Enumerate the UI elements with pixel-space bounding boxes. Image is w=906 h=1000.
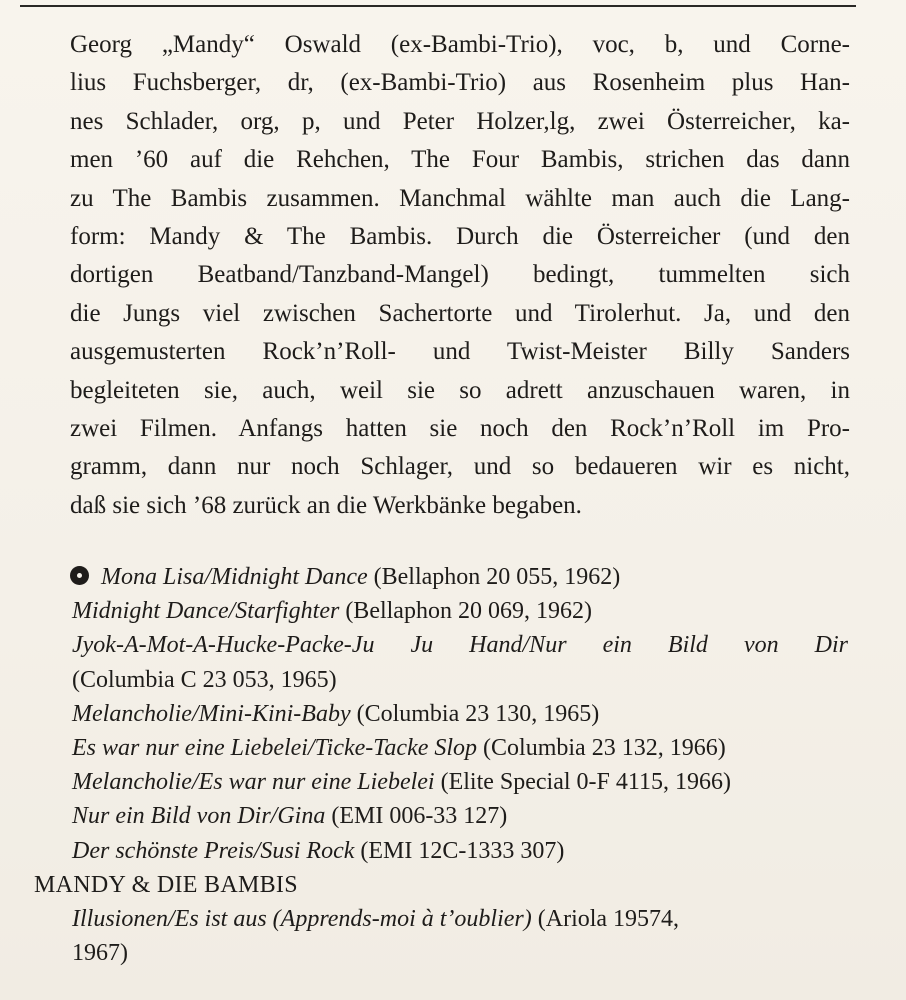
discography-entry (0, 594, 906, 628)
discography-entry (0, 697, 906, 731)
record-label-info: (Columbia 23 130, 1965) (356, 700, 600, 727)
discography-entry (0, 628, 906, 696)
biography-line: daß sie sich ’68 zurück an die Werkbänke begaben. (70, 491, 582, 519)
biography-line: nes Schlader, org, p, und Peter Holzer,lg, zwei Österreicher, ka- (70, 107, 850, 135)
biography-line: men ’60 auf die Rehchen, The Four Bambis, strichen das dann (70, 146, 850, 174)
biography-line: form: Mandy & The Bambis. Durch die Österreicher (und den (70, 223, 850, 251)
biography-line: dortigen Beatband/Tanzband-Mangel) bedingt, tummelten sich (70, 261, 850, 289)
record-label-info: (Bellaphon 20 069, 1962) (345, 598, 592, 625)
discography-entry (0, 902, 906, 970)
record-label-info: (Columbia 23 132, 1966) (483, 735, 726, 762)
discography-entry (0, 731, 906, 765)
record-label-info: (Columbia C 23 053, 1965) (72, 666, 337, 693)
biography-line: lius Fuchsberger, dr, (ex-Bambi-Trio) aus Rosenheim plus Han- (70, 69, 850, 97)
record-title: Illusionen/Es ist aus (Apprends-moi à t’oublier) (72, 906, 532, 933)
biography-line: zu The Bambis zusammen. Manchmal wählte man auch die Lang- (70, 184, 850, 212)
biography-line: die Jungs viel zwischen Sachertorte und Tirolerhut. Ja, und den (70, 299, 850, 327)
record-title: Es war nur eine Liebelei/Ticke-Tacke Slop (72, 735, 478, 762)
record-title: Midnight Dance/Starfighter (72, 598, 340, 625)
band-biography-paragraph (70, 26, 850, 525)
discography-entry (0, 560, 906, 594)
record-label-info: (EMI 12C-1333 307) (360, 837, 565, 864)
band-subheading: MANDY & DIE BAMBIS (34, 871, 298, 898)
record-title: Der schönste Preis/Susi Rock (72, 837, 355, 864)
discography-list (0, 560, 906, 970)
biography-line: begleiteten sie, auch, weil sie so adrett anzuschauen waren, in (70, 376, 850, 404)
biography-line: Georg „Mandy“ Oswald (ex-Bambi-Trio), voc, b, und Corne- (70, 31, 850, 58)
record-label-info-continued: 1967) (72, 940, 128, 967)
record-label-info: (EMI 006-33 127) (331, 803, 508, 830)
record-title: Nur ein Bild von Dir/Gina (72, 803, 326, 830)
recommended-bullet-icon (70, 566, 89, 585)
record-title: Melancholie/Mini-Kini-Baby (72, 700, 351, 727)
record-label-info: (Bellaphon 20 055, 1962) (373, 564, 621, 590)
record-label-info: (Elite Special 0-F 4115, 1966) (440, 769, 731, 796)
record-label-info: (Ariola 19574, (537, 906, 680, 933)
biography-line: ausgemusterten Rock’n’Roll- und Twist-Meister Billy Sanders (70, 338, 850, 366)
record-title: Melancholie/Es war nur eine Liebelei (72, 769, 435, 796)
discography-entry (0, 765, 906, 799)
top-divider-rule (20, 5, 856, 7)
biography-line: zwei Filmen. Anfangs hatten sie noch den Rock’n’Roll im Pro- (70, 415, 850, 443)
discography-entry (0, 834, 906, 868)
discography-entry (0, 799, 906, 833)
record-title: Mona Lisa/Midnight Dance (101, 564, 368, 590)
biography-line: gramm, dann nur noch Schlager, und so bedaueren wir es nicht, (70, 453, 850, 481)
record-title: Jyok-A-Mot-A-Hucke-Packe-Ju Ju Hand/Nur ein Bild von Dir (72, 632, 848, 659)
